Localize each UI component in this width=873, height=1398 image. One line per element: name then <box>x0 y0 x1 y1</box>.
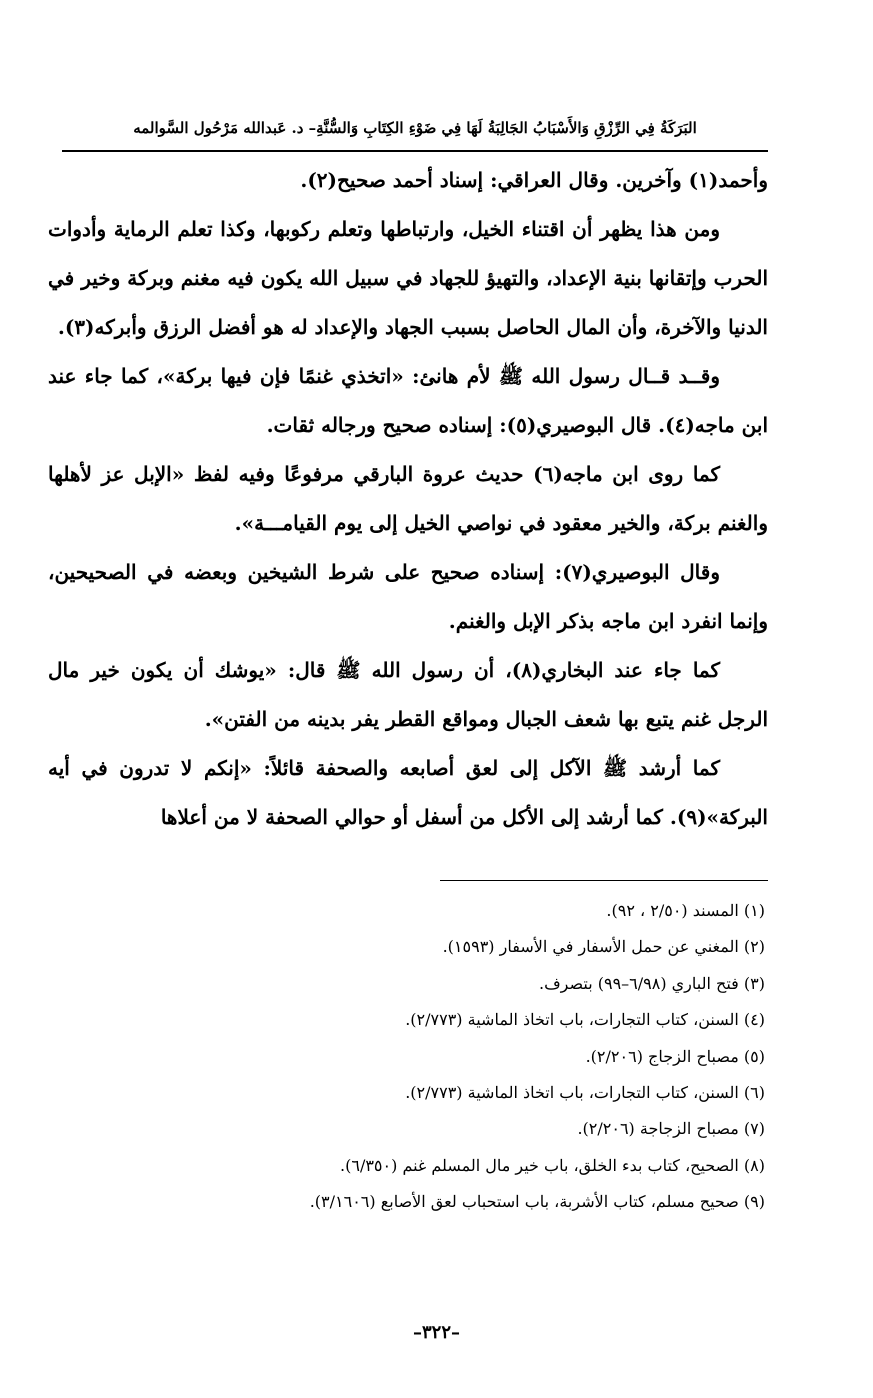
paragraph: وأحمد(١) وآخرين. وقال العراقي: إسناد أحمد صحيح(٢). <box>300 168 768 192</box>
footnote: (٣) فتح الباري (٦/٩٨–٩٩) بتصرف. <box>538 973 765 993</box>
paragraph: ومن هذا يظهر أن اقتناء الخيل، وارتباطها وتعلم ركوبها، وكذا تعلم الرماية وأدوات الحرب وإتقانها بنية الإعداد، والتهيؤ للجهاد في سبيل الله يكون فيه مغنم وبركة وخير في الدنيا والآخرة، وأن المال الحاصل بسبب الجهاد والإعداد له هو أفضل الرزق وأبركه(٣). <box>48 217 768 339</box>
paragraph: كما أرشد ﷺ الآكل إلى لعق أصابعه والصحفة قائلاً: «إنكم لا تدرون في أيه البركة»(٩). كما أرشد إلى الأكل من أسفل أو حوالي الصحفة لا من أعلاها <box>48 756 768 829</box>
main-text <box>48 156 768 842</box>
footnote: (٦) السنن، كتاب التجارات، باب اتخاذ الماشية (٢/٧٧٣). <box>405 1083 765 1103</box>
footnote: (٥) مصباح الزجاج (٢/٢٠٦). <box>585 1046 765 1066</box>
running-header: البَرَكَةُ فِي الرِّزْقِ وَالأَسْبَابُ الجَالِبَةُ لَهَا فِي ضَوْءِ الكِتَابِ وَالسُّنَّةِ– د. عَبدالله مَرْحُول السَّوالمه <box>133 119 697 137</box>
footnotes <box>60 893 765 1221</box>
footnote: (٧) مصباح الزجاجة (٢/٢٠٦). <box>577 1119 765 1139</box>
header-divider <box>62 150 768 152</box>
paragraph: وقــد قــال رسول الله ﷺ لأم هانئ: «اتخذي غنمًا فإن فيها بركة»، كما جاء عند ابن ماجه(٤). قال البوصيري(٥): إسناده صحيح ورجاله ثقات. <box>48 364 768 437</box>
paragraph: وقال البوصيري(٧): إسناده صحيح على شرط الشيخين وبعضه في الصحيحين، وإنما انفرد ابن ماجه بذكر الإبل والغنم. <box>48 560 768 633</box>
paragraph: كما روى ابن ماجه(٦) حديث عروة البارقي مرفوعًا وفيه لفظ «الإبل عز لأهلها والغنم بركة، والخير معقود في نواصي الخيل إلى يوم القيامـــة». <box>48 462 768 535</box>
footnote: (١) المسند (٢/٥٠ ، ٩٢). <box>606 901 765 920</box>
footnote-divider <box>440 880 768 881</box>
footnote: (٤) السنن، كتاب التجارات، باب اتخاذ الماشية (٢/٧٧٣). <box>405 1010 765 1030</box>
footnote: (٨) الصحيح، كتاب بدء الخلق، باب خير مال المسلم غنم (٦/٣٥٠). <box>340 1155 765 1175</box>
page-number: –٣٢٢– <box>412 1322 460 1343</box>
footnote: (٢) المغني عن حمل الأسفار في الأسفار (١٥٩٣). <box>442 937 765 957</box>
footnote: (٩) صحيح مسلم، كتاب الأشربة، باب استحباب لعق الأصابع (٣/١٦٠٦). <box>309 1192 765 1212</box>
paragraph: كما جاء عند البخاري(٨)، أن رسول الله ﷺ قال: «يوشك أن يكون خير مال الرجل غنم يتبع بها شعف الجبال ومواقع القطر يفر بدينه من الفتن». <box>48 658 768 731</box>
